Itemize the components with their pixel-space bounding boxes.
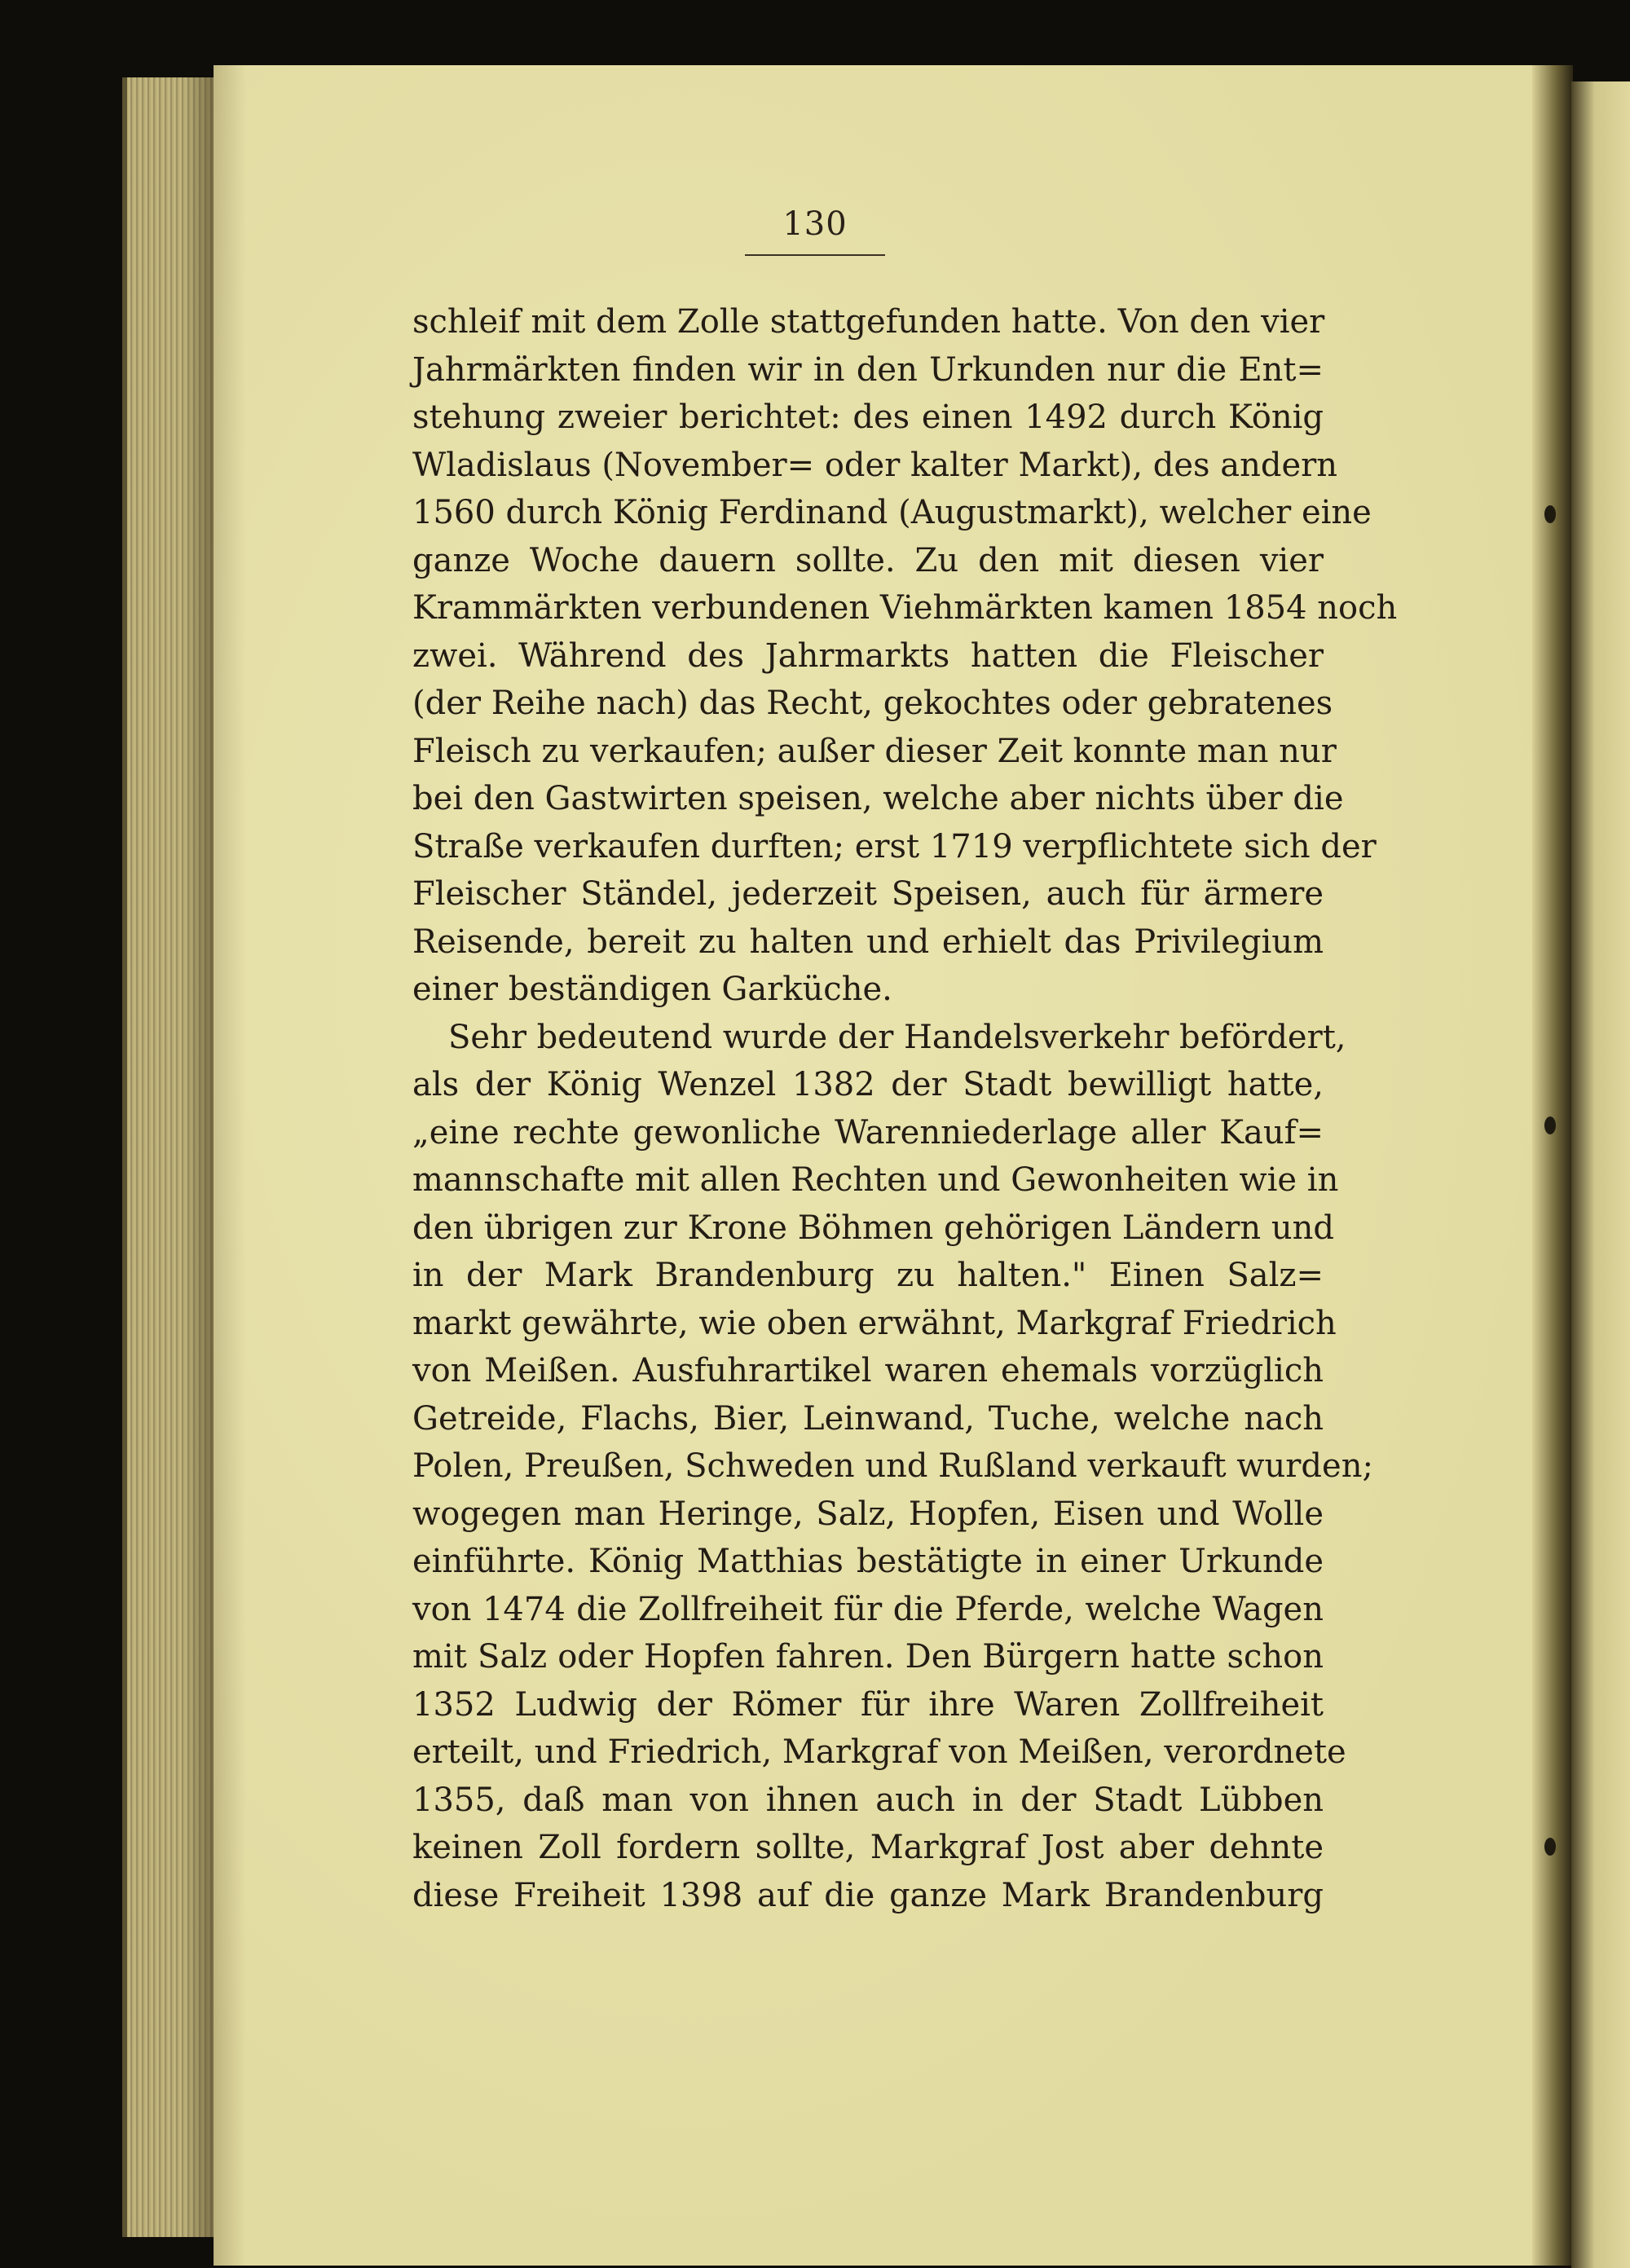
text-line: Straße verkaufen durften; erst 1719 verpflichtete sich der xyxy=(412,827,1377,865)
binding-thread-mark xyxy=(1544,1116,1556,1134)
text-line: als der König Wenzel 1382 der Stadt bewilligt hatte, xyxy=(412,1066,1324,1103)
text-line: Fleisch zu verkaufen; außer dieser Zeit konnte man nur xyxy=(412,732,1337,770)
text-line: zwei. Während des Jahrmarkts hatten die Fleischer xyxy=(412,636,1324,675)
page-number: 130 xyxy=(782,205,848,243)
text-line: 1352 Ludwig der Römer für ihre Waren Zollfreiheit xyxy=(412,1685,1324,1724)
book-gutter xyxy=(1532,65,1573,2266)
text-line: Jahrmärkten finden wir in den Urkunden nur die Ent= xyxy=(412,350,1324,389)
text-line: von Meißen. Ausfuhrartikel waren ehemals vorzüglich xyxy=(412,1352,1324,1389)
text-line: schleif mit dem Zolle stattgefunden hatte. Von den vier xyxy=(412,303,1325,341)
text-line: (der Reihe nach) das Recht, gekochtes oder gebratenes xyxy=(412,685,1333,722)
text-line: von 1474 die Zollfreiheit für die Pferde, welche Wagen xyxy=(412,1590,1324,1628)
text-line: bei den Gastwirten speisen, welche aber nichts über die xyxy=(412,780,1344,817)
text-line: ganze Woche dauern sollte. Zu den mit diesen vier xyxy=(412,541,1324,579)
text-line: stehung zweier berichtet: des einen 1492 durch König xyxy=(412,399,1324,436)
binding-thread-mark xyxy=(1544,1838,1556,1856)
page-number-rule xyxy=(745,254,885,256)
body-text xyxy=(412,298,1398,1919)
page-edges-shadow xyxy=(183,77,216,2237)
text-line: einführte. König Matthias bestätigte in einer Urkunde xyxy=(412,1543,1324,1580)
text-line: mit Salz oder Hopfen fahren. Den Bürgern hatte schon xyxy=(412,1638,1324,1676)
text-line: Fleischer Ständel, jederzeit Speisen, auch für ärmere xyxy=(412,875,1324,913)
text-line: markt gewährte, wie oben erwähnt, Markgraf Friedrich xyxy=(412,1304,1337,1342)
paragraph-end-line: einer beständigen Garküche. xyxy=(412,971,892,1008)
facing-page-edge xyxy=(1571,81,1630,2268)
text-line: in der Mark Brandenburg zu halten." Einen Salz= xyxy=(412,1257,1324,1294)
text-line: wogegen man Heringe, Salz, Hopfen, Eisen und Wolle xyxy=(412,1495,1324,1533)
text-line: keinen Zoll fordern sollte, Markgraf Jost aber dehnte xyxy=(412,1829,1324,1866)
text-line: Polen, Preußen, Schweden und Rußland verkauft wurden; xyxy=(412,1447,1373,1485)
text-line: Krammärkten verbundenen Viehmärkten kamen 1854 noch xyxy=(412,589,1398,627)
binding-thread-mark xyxy=(1544,505,1556,523)
text-line: Wladislaus (November= oder kalter Markt), des andern xyxy=(412,446,1338,484)
text-line: erteilt, und Friedrich, Markgraf von Meißen, verordnete xyxy=(412,1733,1346,1771)
text-line: den übrigen zur Krone Böhmen gehörigen Ländern und xyxy=(412,1209,1334,1247)
text-line: mannschafte mit allen Rechten und Gewonheiten wie in xyxy=(412,1161,1339,1199)
text-line: 1560 durch König Ferdinand (Augustmarkt), welcher eine xyxy=(412,494,1372,531)
text-line: 1355, daß man von ihnen auch in der Stadt Lübben xyxy=(412,1781,1324,1819)
text-line: Getreide, Flachs, Bier, Leinwand, Tuche, welche nach xyxy=(412,1399,1324,1438)
text-line: diese Freiheit 1398 auf die ganze Mark Brandenburg xyxy=(412,1876,1324,1914)
text-line: „eine rechte gewonliche Warenniederlage aller Kauf= xyxy=(412,1113,1324,1152)
text-line: Reisende, bereit zu halten und erhielt das Privilegium xyxy=(412,923,1324,961)
paragraph-start-line: Sehr bedeutend wurde der Handelsverkehr befördert, xyxy=(448,1018,1346,1056)
